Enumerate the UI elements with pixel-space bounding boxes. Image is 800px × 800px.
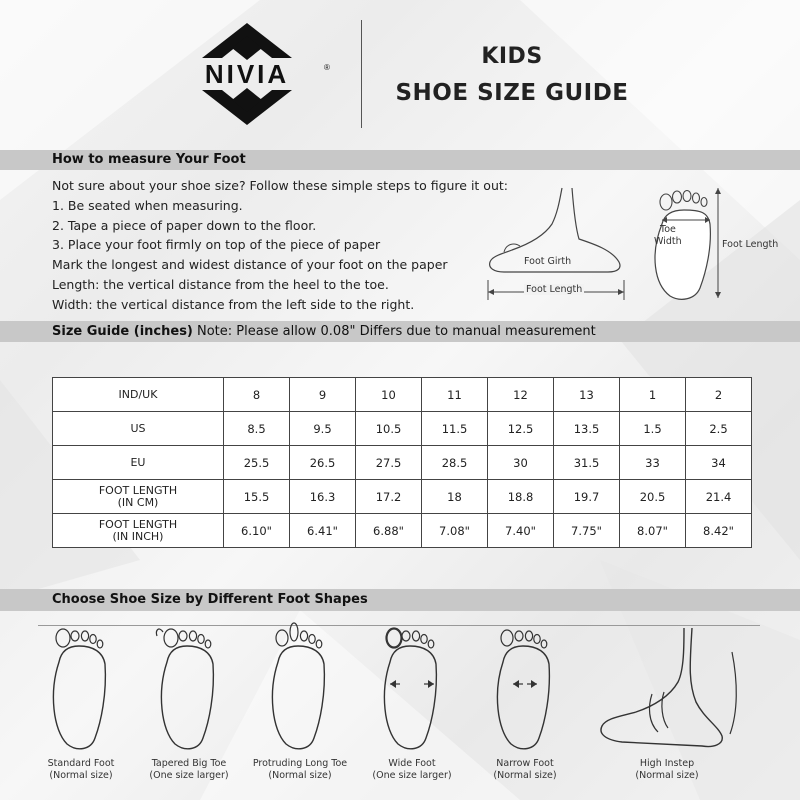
size-guide-title: Size Guide (inches) bbox=[52, 324, 193, 339]
measure-instructions bbox=[52, 176, 508, 315]
table-cell: 10.5 bbox=[356, 412, 422, 446]
table-cell: 8 bbox=[224, 378, 290, 412]
nivia-logo bbox=[162, 18, 332, 128]
table-cell: 16.3 bbox=[290, 480, 356, 514]
foot-shape-name: Standard Foot bbox=[47, 758, 115, 769]
table-cell: 19.7 bbox=[554, 480, 620, 514]
table-cell: 9 bbox=[290, 378, 356, 412]
table-cell: 18.8 bbox=[488, 480, 554, 514]
table-cell: 7.40" bbox=[488, 514, 554, 548]
table-cell: 33 bbox=[620, 446, 686, 480]
table-cell: 28.5 bbox=[422, 446, 488, 480]
table-cell: 2 bbox=[686, 378, 752, 412]
row-header: IND/UK bbox=[53, 378, 224, 412]
table-cell: 34 bbox=[686, 446, 752, 480]
table-cell: 11 bbox=[422, 378, 488, 412]
svg-text:®: ® bbox=[324, 63, 330, 72]
table-cell: 27.5 bbox=[356, 446, 422, 480]
instruction-line: 2. Tape a piece of paper down to the floor. bbox=[52, 217, 317, 233]
wide-foot-icon bbox=[357, 622, 467, 754]
table-cell: 7.08" bbox=[422, 514, 488, 548]
foot-shape-name: Protruding Long Toe bbox=[252, 758, 348, 769]
instruction-line: Length: the vertical distance from the heel to the toe. bbox=[52, 276, 389, 292]
table-cell: 1 bbox=[620, 378, 686, 412]
table-cell: 11.5 bbox=[422, 412, 488, 446]
table-cell: 12.5 bbox=[488, 412, 554, 446]
row-header: FOOT LENGTH (IN INCH) bbox=[53, 514, 224, 548]
foot-shape-label bbox=[357, 758, 467, 782]
table-row bbox=[53, 480, 752, 514]
table-cell: 8.42" bbox=[686, 514, 752, 548]
table-row bbox=[53, 412, 752, 446]
foot-girth-label: Foot Girth bbox=[524, 256, 572, 267]
foot-shape-label bbox=[592, 758, 742, 782]
table-cell: 12 bbox=[488, 378, 554, 412]
instruction-line: Width: the vertical distance from the left side to the right. bbox=[52, 296, 415, 312]
table-cell: 8.07" bbox=[620, 514, 686, 548]
table-row bbox=[53, 514, 752, 548]
table-cell: 25.5 bbox=[224, 446, 290, 480]
table-cell: 8.5 bbox=[224, 412, 290, 446]
foot-shape-item bbox=[470, 622, 580, 782]
table-row bbox=[53, 446, 752, 480]
foot-shape-item bbox=[134, 622, 244, 782]
table-cell: 6.10" bbox=[224, 514, 290, 548]
tapered-big-toe-icon bbox=[134, 622, 244, 754]
foot-length-sole-label: Foot Length bbox=[722, 239, 779, 250]
foot-shape-label bbox=[470, 758, 580, 782]
table-cell: 2.5 bbox=[686, 412, 752, 446]
brand-wordmark: NIVIA bbox=[204, 59, 290, 89]
table-cell: 21.4 bbox=[686, 480, 752, 514]
size-table bbox=[52, 377, 752, 548]
foot-shape-item bbox=[357, 622, 467, 782]
foot-shape-label bbox=[26, 758, 136, 782]
foot-shape-name: High Instep bbox=[639, 758, 695, 769]
toe-label: Toe bbox=[660, 224, 676, 235]
table-cell: 6.41" bbox=[290, 514, 356, 548]
width-label: Width bbox=[654, 236, 682, 247]
table-cell: 9.5 bbox=[290, 412, 356, 446]
size-guide-heading bbox=[52, 324, 596, 339]
foot-shape-item bbox=[592, 622, 742, 782]
protruding-long-toe-icon bbox=[245, 622, 355, 754]
foot-shapes-heading: Choose Shoe Size by Different Foot Shapes bbox=[52, 592, 368, 607]
table-cell: 17.2 bbox=[356, 480, 422, 514]
header-divider bbox=[361, 20, 362, 128]
table-cell: 30 bbox=[488, 446, 554, 480]
table-cell: 13 bbox=[554, 378, 620, 412]
table-cell: 26.5 bbox=[290, 446, 356, 480]
foot-shape-size: (One size larger) bbox=[372, 770, 452, 781]
narrow-foot-icon bbox=[470, 622, 580, 754]
table-cell: 1.5 bbox=[620, 412, 686, 446]
side-foot-diagram bbox=[484, 184, 634, 304]
table-cell: 10 bbox=[356, 378, 422, 412]
foot-shape-size: (Normal size) bbox=[49, 770, 113, 781]
table-row bbox=[53, 378, 752, 412]
instruction-line: 1. Be seated when measuring. bbox=[52, 197, 243, 213]
instruction-line: 3. Place your foot firmly on top of the piece of paper bbox=[52, 237, 381, 253]
foot-shape-item bbox=[245, 622, 355, 782]
instruction-line: Not sure about your shoe size? Follow these simple steps to figure it out: bbox=[52, 178, 508, 193]
foot-shape-name: Wide Foot bbox=[388, 758, 436, 769]
measure-heading: How to measure Your Foot bbox=[52, 152, 246, 167]
foot-shape-label bbox=[245, 758, 355, 782]
foot-shape-size: (Normal size) bbox=[635, 770, 699, 781]
foot-shape-name: Narrow Foot bbox=[496, 758, 554, 769]
foot-shape-size: (One size larger) bbox=[149, 770, 229, 781]
table-cell: 7.75" bbox=[554, 514, 620, 548]
table-cell: 13.5 bbox=[554, 412, 620, 446]
instruction-line: Mark the longest and widest distance of your foot on the paper bbox=[52, 257, 448, 273]
foot-shape-size: (Normal size) bbox=[493, 770, 557, 781]
size-guide-note: Note: Please allow 0.08" Differs due to manual measurement bbox=[192, 324, 596, 339]
table-cell: 15.5 bbox=[224, 480, 290, 514]
page-title: SHOE SIZE GUIDE bbox=[395, 80, 629, 106]
foot-shape-size: (Normal size) bbox=[268, 770, 332, 781]
table-cell: 20.5 bbox=[620, 480, 686, 514]
foot-shape-item bbox=[26, 622, 136, 782]
foot-shape-name: Tapered Big Toe bbox=[151, 758, 227, 769]
foot-shape-label bbox=[134, 758, 244, 782]
row-header: FOOT LENGTH (IN CM) bbox=[53, 480, 224, 514]
standard-foot-icon bbox=[26, 622, 136, 754]
table-cell: 18 bbox=[422, 480, 488, 514]
page-title-kids: KIDS bbox=[481, 44, 543, 69]
row-header: US bbox=[53, 412, 224, 446]
foot-length-side-label: Foot Length bbox=[526, 284, 583, 295]
table-cell: 31.5 bbox=[554, 446, 620, 480]
row-header: EU bbox=[53, 446, 224, 480]
sole-foot-diagram bbox=[640, 184, 790, 304]
high-instep-icon bbox=[592, 622, 742, 754]
table-cell: 6.88" bbox=[356, 514, 422, 548]
